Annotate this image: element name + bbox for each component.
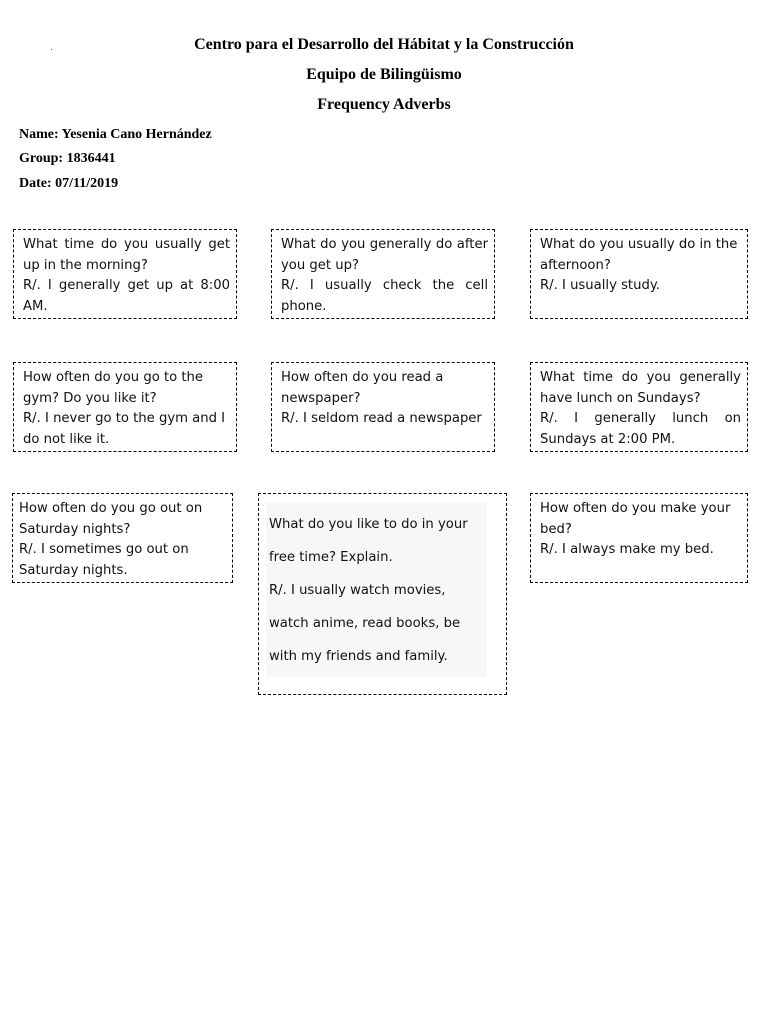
card-answer: R/. I seldom read a newspaper	[281, 411, 482, 426]
question-card-free-time	[258, 493, 507, 695]
card-answer: R/. I always make my bed.	[540, 542, 714, 557]
card-answer: R/. I usually watch movies, watch anime, read books, be with my friends and family.	[269, 583, 461, 664]
card-answer: R/. I generally get up at 8:00 AM.	[23, 278, 230, 314]
question-card-afternoon	[530, 229, 748, 319]
card-question: What time do you generally have lunch on Sundays?	[540, 370, 741, 406]
card-question: How often do you go to the gym? Do you like it?	[23, 370, 204, 406]
card-question: What do you like to do in your free time? Explain.	[269, 517, 468, 565]
student-date: Date: 07/11/2019	[19, 176, 119, 191]
card-answer: R/. I usually study.	[540, 278, 660, 293]
card-question: What time do you usually get up in the morning?	[23, 237, 230, 273]
topic-title: Frequency Adverbs	[317, 96, 451, 113]
question-card-bed	[530, 493, 748, 583]
question-card-gym	[13, 362, 237, 452]
card-answer: R/. I usually check the cell phone.	[281, 278, 488, 314]
card-answer: R/. I sometimes go out on Saturday nights.	[19, 542, 189, 578]
question-card-wake-up	[13, 229, 237, 319]
question-card-after-wake	[271, 229, 495, 319]
stray-dot: .	[50, 42, 54, 53]
card-answer: R/. I never go to the gym and I do not like it.	[23, 411, 226, 447]
question-card-saturday	[12, 493, 233, 583]
card-answer: R/. I generally lunch on Sundays at 2:00 PM.	[540, 411, 741, 447]
institution-title: Centro para el Desarrollo del Hábitat y la Construcción	[194, 36, 574, 53]
question-card-newspaper	[271, 362, 495, 452]
student-group: Group: 1836441	[19, 151, 116, 166]
card-question: How often do you make your bed?	[540, 501, 731, 537]
free-time-text-block	[266, 502, 487, 677]
question-card-lunch	[530, 362, 748, 452]
card-question: What do you generally do after you get up?	[281, 237, 488, 273]
card-question: How often do you read a newspaper?	[281, 370, 444, 406]
student-name: Name: Yesenia Cano Hernández	[19, 127, 212, 142]
card-question: What do you usually do in the afternoon?	[540, 237, 738, 273]
card-question: How often do you go out on Saturday nights?	[19, 501, 203, 537]
team-title: Equipo de Bilingüismo	[306, 66, 462, 83]
